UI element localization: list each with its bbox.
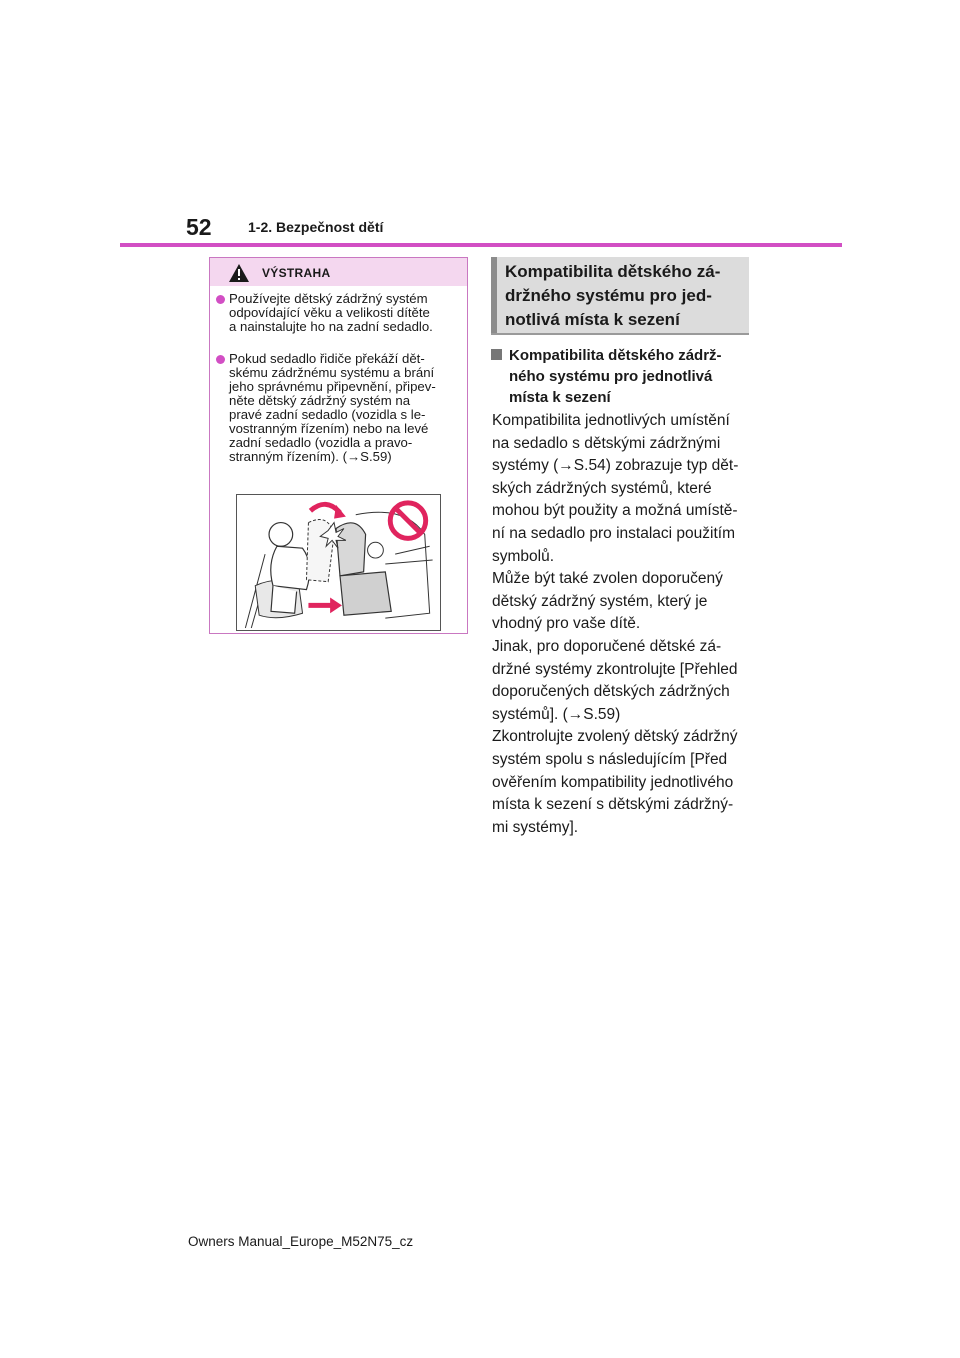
body-line: na sedadlo s dětskými zádržnými [492,434,721,452]
bullet-icon [216,295,225,304]
warning-item-line: pravé zadní sedadlo (vozidla s le- [229,407,426,422]
body-line: ověřením kompatibility jednotlivého [492,773,734,791]
body-line: mi systémy]. [492,818,579,836]
body-line: doporučených dětských zádržných [492,683,730,701]
warning-item-line: odpovídající věku a velikosti dítěte [229,305,430,320]
warning-item-line: Používejte dětský zádržný systém [229,291,428,306]
page-number: 52 [186,214,212,240]
body-line: systémů]. (→S.59) [492,705,621,723]
heading-line: Kompatibilita dětského zá- [505,262,721,281]
body-line: Jinak, pro doporučené dětské zá- [492,638,722,655]
body-line: dětský zádržný systém, který je [492,592,708,610]
heading-line: notlivá místa k sezení [505,310,680,329]
warning-item-line: Pokud sedadlo řidiče překáží dět- [229,351,425,366]
section-title: 1-2. Bezpečnost dětí [248,219,384,235]
body-line: Kompatibilita jednotlivých umístění [492,412,730,429]
body-line: Může být také zvolen doporučený [492,570,723,588]
warning-box [209,257,468,634]
child-seat-illustration [236,494,441,631]
heading-accent-bar [491,257,497,333]
sub-heading-line: Kompatibilita dětského zádrž- [509,347,722,364]
body-line: symbolů. [492,547,555,565]
footer-text: Owners Manual_Europe_M52N75_cz [188,1234,414,1249]
warning-item-line: vostranným řízením) nebo na levé [229,421,429,436]
warning-item-line: skému zádržnému systému a brání [229,365,435,380]
body-line: Zkontrolujte zvolený dětský zádržný [492,728,738,746]
square-bullet-icon [491,349,502,360]
heading-box [491,257,749,335]
body-line: systém spolu s následujícím [Před [492,751,728,768]
warning-item-line: a nainstalujte ho na zadní sedadlo. [229,319,433,334]
body-line: systémy (→S.54) zobrazuje typ dět- [492,457,739,475]
sub-heading-line: místa k sezení [509,389,611,406]
sub-heading-line: ného systému pro jednotlivá [509,368,713,385]
body-line: ní na sedadlo pro instalaci použitím [492,525,735,542]
warning-item-line: jeho správnému připevnění, připev- [229,379,436,394]
warning-triangle-icon [228,263,250,283]
heading-line: držného systému pro jed- [505,286,712,305]
warning-title: VÝSTRAHA [262,266,331,280]
warning-item-line: stranným řízením). (→S.59) [229,449,392,464]
body-line: mohou být použity a možná umístě- [492,502,738,520]
warning-item [216,352,456,464]
prohibited-icon [390,503,425,538]
body-line: ských zádržných systémů, které [492,479,712,497]
warning-header [210,258,467,286]
body-line: vhodný pro vaše dítě. [492,615,641,633]
warning-item-line: zadní sedadlo (vozidla a pravo- [229,435,413,450]
header-divider [120,243,842,247]
warning-item [216,292,456,334]
body-line: držné systémy zkontrolujte [Přehled [492,660,738,678]
body-line: místa k sezení s dětskými zádržný- [492,796,734,814]
warning-item-line: něte dětský zádržný systém na [229,393,411,408]
bullet-icon [216,355,225,364]
